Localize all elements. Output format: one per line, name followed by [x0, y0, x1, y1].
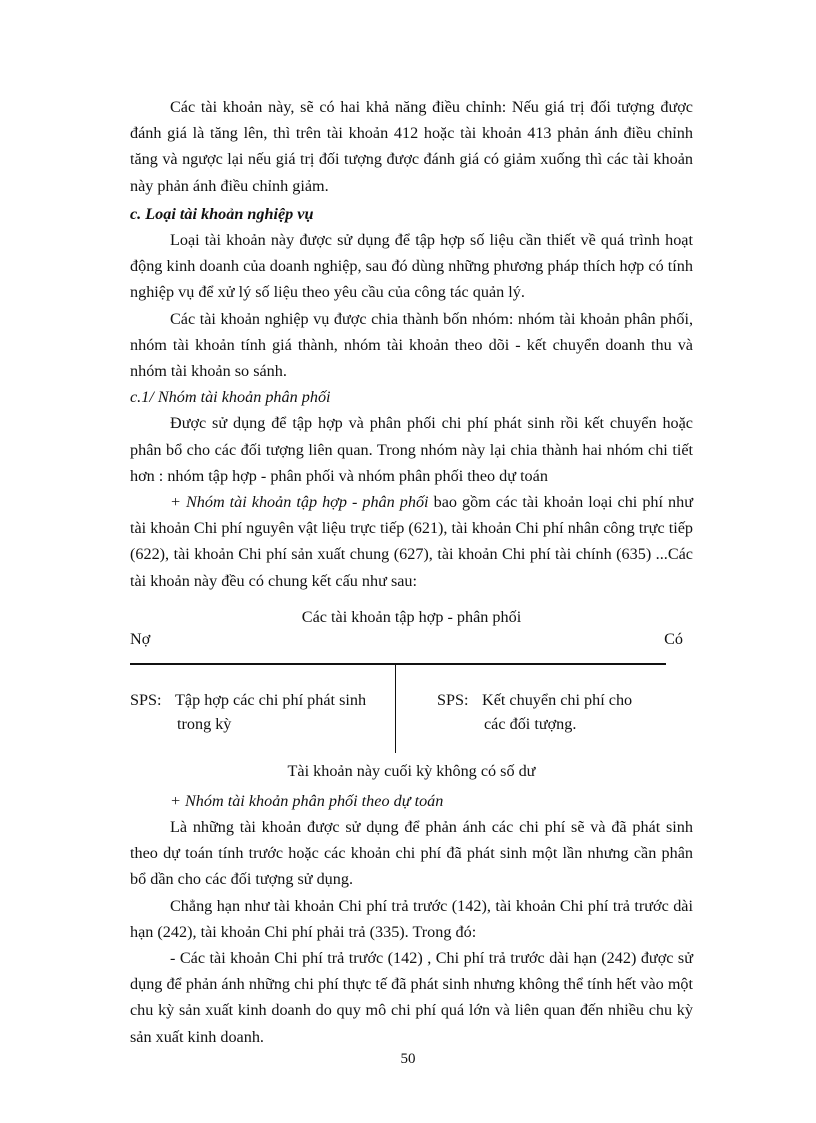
- credit-side-entry: [437, 688, 677, 736]
- credit-label: Có: [664, 629, 683, 648]
- section-heading-c: c. Loại tài khoản nghiệp vụ: [130, 204, 314, 223]
- debit-code: SPS:: [130, 690, 162, 709]
- t-account-title: Các tài khoản tập hợp - phân phối: [301, 607, 522, 626]
- subsection-heading-c1: c.1/ Nhóm tài khoản phân phối: [130, 388, 331, 407]
- credit-entry-line1: Kết chuyển chi phí cho: [482, 690, 633, 709]
- paragraph-four-groups: Các tài khoản nghiệp vụ được chia thành bốn nhóm: nhóm tài khoản phân phối, nhóm tài khoản tính giá thành, nhóm tài khoản theo dõi - kết chuyển doanh thu và nhóm tài khoản so sánh.: [130, 309, 693, 381]
- paragraph-examples: Chẳng hạn như tài khoản Chi phí trả trước (142), tài khoản Chi phí trả trước dài hạn (242), tài khoản Chi phí phải trả (335). Trong đó:: [130, 896, 693, 941]
- subsection-heading-budget: + Nhóm tài khoản phân phối theo dự toán: [170, 791, 444, 810]
- t-account-vertical-line: [395, 663, 396, 753]
- credit-code: SPS:: [437, 690, 469, 709]
- debit-label: Nợ: [130, 629, 151, 648]
- page-body: [130, 94, 693, 1050]
- t-account-diagram: [130, 630, 693, 742]
- page-number: 50: [400, 1051, 416, 1067]
- paragraph-distribution-group: Được sử dụng để tập hợp và phân phối chi phí phát sinh rồi kết chuyển hoặc phân bổ cho các đối tượng liên quan. Trong nhóm này lại chia thành hai nhóm chi tiết hơn : nhóm tập hợp - phân phối và nhóm phân phối theo dự toán: [130, 414, 693, 485]
- t-account-note: Tài khoản này cuối kỳ không có số dư: [287, 761, 536, 780]
- collection-distribution-heading: + Nhóm tài khoản tập hợp - phân phối: [170, 493, 429, 512]
- paragraph-adjustment: Các tài khoản này, sẽ có hai khả năng điều chỉnh: Nếu giá trị đối tượng được đánh giá là tăng lên, thì trên tài khoản 412 hoặc tài khoản 413 phản ánh điều chỉnh tăng và ngược lại nếu giá trị đối tượng được đánh giá có giảm xuống thì các tài khoản này phản ánh điều chỉnh giảm.: [130, 98, 693, 195]
- paragraph-budget-accounts: Là những tài khoản được sử dụng để phản ánh các chi phí sẽ và đã phát sinh theo dự toán tính trước hoặc các khoản chi phí đã phát sinh một lần nhưng cần phân bổ dần cho các đối tượng sử dụng.: [130, 818, 693, 889]
- paragraph-operational-accounts: Loại tài khoản này được sử dụng để tập hợp số liệu cần thiết về quá trình hoạt động kinh doanh của doanh nghiệp, sau đó dùng những phương pháp thích hợp có tính nghiệp vụ để xử lý số liệu theo yêu cầu của công tác quản lý.: [130, 231, 693, 302]
- debit-side-entry: [130, 688, 390, 736]
- credit-entry-line2: các đối tượng.: [484, 714, 577, 733]
- t-account-horizontal-line: [130, 663, 666, 665]
- collection-distribution-text: bao gồm các tài khoản loại chi phí như tài khoản Chi phí nguyên vật liệu trực tiếp (621), tài khoản Chi phí nhân công trực tiếp (622), tài khoản Chi phí sản xuất chung (627), tài khoản Chi phí tài chính (635) ...Các tài khoản này đều có chung kết cấu như sau:: [130, 493, 693, 590]
- paragraph-prepaid-costs: - Các tài khoản Chi phí trả trước (142) , Chi phí trả trước dài hạn (242) được sử dụng để phản ánh những chi phí thực tế đã phát sinh nhưng không thể tính hết vào một chu kỳ sản xuất kinh doanh do quy mô chi phí quá lớn và liên quan đến nhiều chu kỳ sản xuất kinh doanh.: [130, 949, 693, 1046]
- paragraph-collection-distribution: [130, 489, 693, 594]
- debit-entry-line1: Tập hợp các chi phí phát sinh: [175, 690, 367, 709]
- debit-entry-line2: trong kỳ: [177, 714, 232, 733]
